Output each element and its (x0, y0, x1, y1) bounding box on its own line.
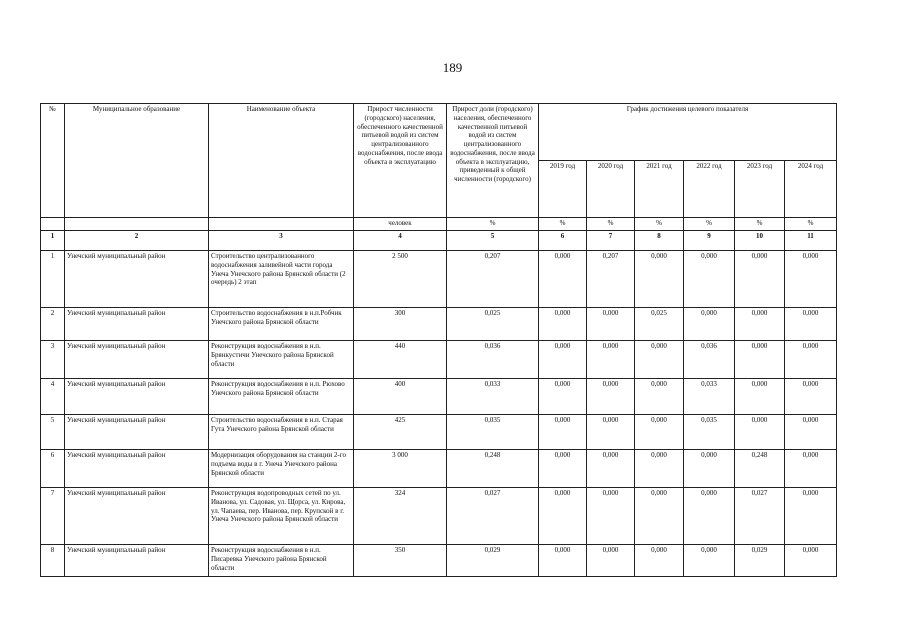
object-cell: Реконструкция водоснабжения в н.п. Писаревка Унечского района Брянской области (209, 545, 354, 577)
year-value: 0,000 (684, 545, 735, 577)
year-value: 0,027 (735, 488, 785, 545)
row-number: 1 (41, 251, 65, 308)
year-value: 0,000 (785, 488, 837, 545)
column-number: 7 (587, 231, 635, 251)
share-cell: 0,248 (447, 450, 539, 488)
year-value: 0,000 (785, 545, 837, 577)
people-cell: 425 (354, 415, 447, 450)
object-cell: Строительство централизованного водоснабжения заливейной части города Унеча Унечского района Брянской области (2 очередь) 2 этап (209, 251, 354, 308)
year-value: 0,000 (587, 415, 635, 450)
column-number: 4 (354, 231, 447, 251)
year-value: 0,000 (785, 450, 837, 488)
municipality-cell: Унечский муниципальный район (65, 488, 209, 545)
municipality-cell: Унечский муниципальный район (65, 545, 209, 577)
object-cell: Реконструкция водоснабжения в н.п. Рюхово Унечского района Брянской области (209, 379, 354, 415)
header-row (41, 104, 837, 161)
share-cell: 0,036 (447, 341, 539, 379)
unit-percent: % (447, 218, 539, 231)
table-row (41, 488, 837, 545)
header-year: 2020 год (587, 161, 635, 218)
municipality-cell: Унечский муниципальный район (65, 308, 209, 341)
unit-percent: % (539, 218, 587, 231)
year-value: 0,000 (587, 488, 635, 545)
unit-percent: % (635, 218, 684, 231)
share-cell: 0,025 (447, 308, 539, 341)
share-cell: 0,033 (447, 379, 539, 415)
people-cell: 3 000 (354, 450, 447, 488)
units-row (41, 218, 837, 231)
people-cell: 324 (354, 488, 447, 545)
column-number: 10 (735, 231, 785, 251)
header-object: Наименование объекта (209, 104, 354, 218)
unit-percent: % (587, 218, 635, 231)
table-row (41, 379, 837, 415)
header-pop-growth: Прирост численности (городского) населения, обеспеченного качественной питьевой водой из систем централизованного водоснабжения, после ввода объекта в эксплуатацию (354, 104, 447, 218)
municipality-cell: Унечский муниципальный район (65, 379, 209, 415)
year-value: 0,036 (684, 341, 735, 379)
table-row (41, 341, 837, 379)
year-value: 0,000 (684, 308, 735, 341)
header-year: 2021 год (635, 161, 684, 218)
column-number: 1 (41, 231, 65, 251)
people-cell: 300 (354, 308, 447, 341)
year-value: 0,035 (684, 415, 735, 450)
year-value: 0,000 (635, 488, 684, 545)
year-value: 0,000 (684, 251, 735, 308)
column-numbers-row (41, 231, 837, 251)
year-value: 0,000 (539, 251, 587, 308)
municipality-cell: Унечский муниципальный район (65, 251, 209, 308)
row-number: 7 (41, 488, 65, 545)
year-value: 0,000 (684, 488, 735, 545)
year-value: 0,000 (735, 379, 785, 415)
year-value: 0,000 (735, 251, 785, 308)
municipality-cell: Унечский муниципальный район (65, 415, 209, 450)
year-value: 0,000 (539, 488, 587, 545)
table-row (41, 450, 837, 488)
year-value: 0,033 (684, 379, 735, 415)
year-value: 0,000 (735, 415, 785, 450)
year-value: 0,207 (587, 251, 635, 308)
year-value: 0,000 (785, 415, 837, 450)
table-row (41, 308, 837, 341)
unit-percent: % (684, 218, 735, 231)
object-cell: Реконструкция водоснабжения в н.п. Брянкустичи Унечского района Брянской области (209, 341, 354, 379)
year-value: 0,000 (587, 379, 635, 415)
people-cell: 440 (354, 341, 447, 379)
year-value: 0,000 (539, 450, 587, 488)
object-cell: Строительство водоснабжения в н.п. Старая Гута Унечского района Брянской области (209, 415, 354, 450)
year-value: 0,000 (635, 341, 684, 379)
year-value: 0,029 (735, 545, 785, 577)
row-number: 6 (41, 450, 65, 488)
year-value: 0,000 (635, 545, 684, 577)
year-value: 0,000 (785, 308, 837, 341)
row-number: 4 (41, 379, 65, 415)
column-number: 8 (635, 231, 684, 251)
year-value: 0,248 (735, 450, 785, 488)
share-cell: 0,027 (447, 488, 539, 545)
header-schedule: График достижения целевого показателя (539, 104, 837, 161)
table-row (41, 415, 837, 450)
column-number: 11 (785, 231, 837, 251)
header-share-growth: Прирост доли (городского) населения, обеспеченного качественной питьевой водой из систем централизованного водоснабжения, после ввода объекта в эксплуатацию, приведенный к общей численности (городского) (447, 104, 539, 218)
unit-percent: % (785, 218, 837, 231)
object-cell: Строительство водоснабжения в н.п.Робчик Унечского района Брянской области (209, 308, 354, 341)
year-value: 0,000 (587, 341, 635, 379)
year-value: 0,000 (684, 450, 735, 488)
year-value: 0,000 (735, 341, 785, 379)
year-value: 0,000 (587, 450, 635, 488)
header-year: 2019 год (539, 161, 587, 218)
share-cell: 0,207 (447, 251, 539, 308)
column-number: 2 (65, 231, 209, 251)
year-value: 0,000 (635, 379, 684, 415)
object-cell: Реконструкция водопроводных сетей по ул. Иванова, ул. Садовая, ул. Щорса, ул. Кирова, ул. Чапаева, пер. Иванова, пер. Крупской в г. Унеча Унечского района Брянской области (209, 488, 354, 545)
year-value: 0,025 (635, 308, 684, 341)
people-cell: 350 (354, 545, 447, 577)
row-number: 5 (41, 415, 65, 450)
header-num: № (41, 104, 65, 218)
share-cell: 0,035 (447, 415, 539, 450)
column-number: 5 (447, 231, 539, 251)
table-row (41, 251, 837, 308)
row-number: 3 (41, 341, 65, 379)
year-value: 0,000 (539, 308, 587, 341)
object-cell: Модернизация оборудования на станции 2-го подъема воды в г. Унеча Унечского района Брянской области (209, 450, 354, 488)
unit-people: человек (354, 218, 447, 231)
year-value: 0,000 (635, 415, 684, 450)
column-number: 3 (209, 231, 354, 251)
year-value: 0,000 (539, 341, 587, 379)
year-value: 0,000 (539, 415, 587, 450)
unit-percent: % (735, 218, 785, 231)
column-number: 9 (684, 231, 735, 251)
year-value: 0,000 (539, 545, 587, 577)
year-value: 0,000 (635, 450, 684, 488)
column-number: 6 (539, 231, 587, 251)
people-cell: 2 500 (354, 251, 447, 308)
header-year: 2024 год (785, 161, 837, 218)
people-cell: 400 (354, 379, 447, 415)
row-number: 2 (41, 308, 65, 341)
table-row (41, 545, 837, 577)
year-value: 0,000 (635, 251, 684, 308)
header-year: 2022 год (684, 161, 735, 218)
year-value: 0,000 (735, 308, 785, 341)
year-value: 0,000 (587, 545, 635, 577)
page-number: 189 (442, 60, 463, 75)
year-value: 0,000 (785, 341, 837, 379)
target-indicator-table (40, 103, 837, 577)
share-cell: 0,029 (447, 545, 539, 577)
year-value: 0,000 (785, 379, 837, 415)
header-year: 2023 год (735, 161, 785, 218)
municipality-cell: Унечский муниципальный район (65, 341, 209, 379)
municipality-cell: Унечский муниципальный район (65, 450, 209, 488)
year-value: 0,000 (785, 251, 837, 308)
header-municipality: Муниципальное образование (65, 104, 209, 218)
year-value: 0,000 (587, 308, 635, 341)
row-number: 8 (41, 545, 65, 577)
year-value: 0,000 (539, 379, 587, 415)
